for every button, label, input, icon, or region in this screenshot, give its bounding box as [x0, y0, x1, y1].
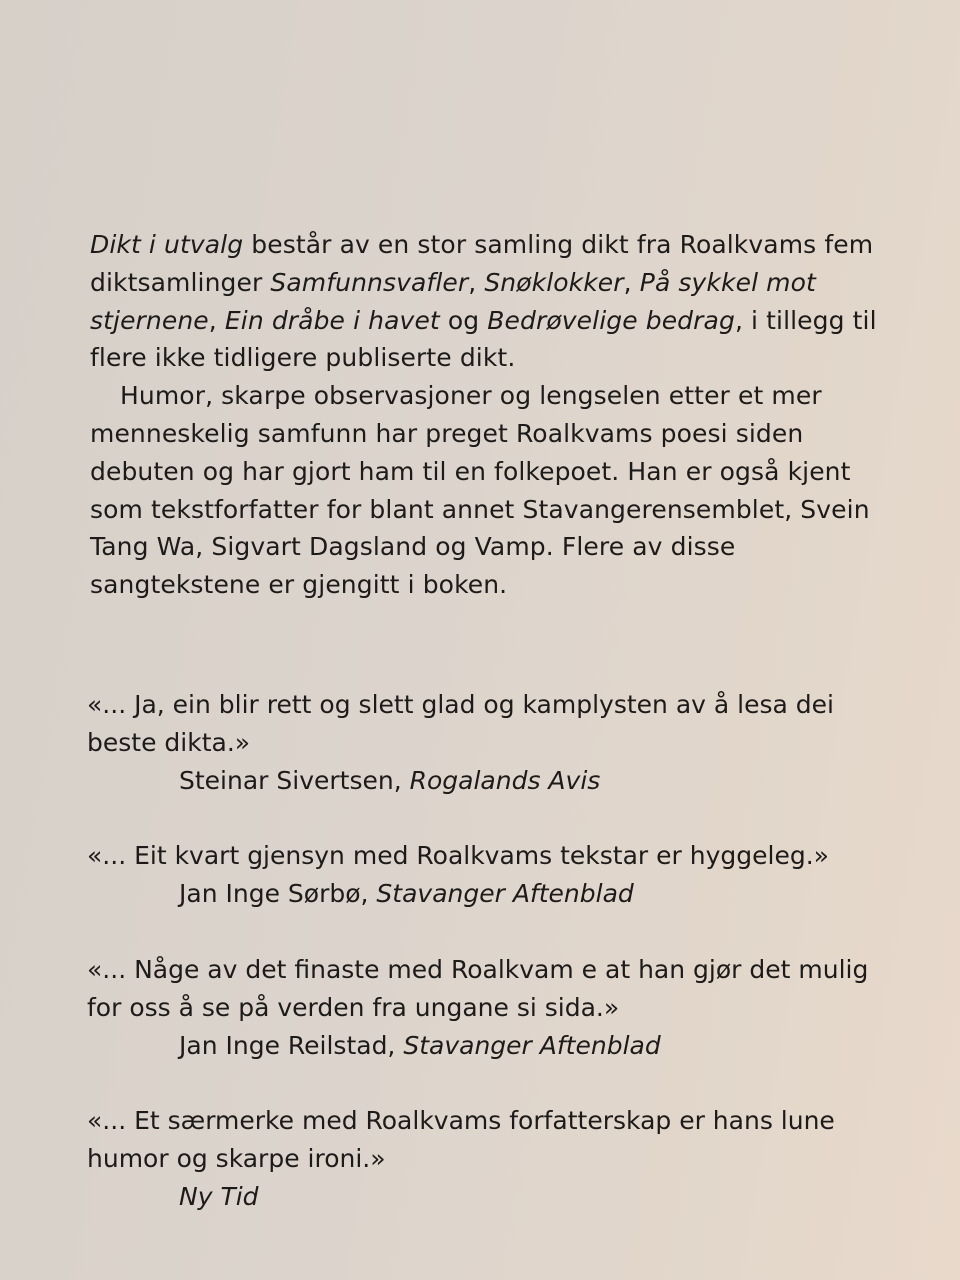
book-description: [90, 226, 890, 604]
collection-title: Ein dråbe i havet: [224, 305, 440, 335]
review-quote: [87, 686, 907, 799]
description-text: ,: [208, 305, 225, 335]
quote-publication: Rogalands Avis: [409, 765, 601, 795]
review-quotes: [87, 686, 907, 1254]
quote-source: [87, 1178, 907, 1216]
quote-text: «... Någe av det finaste med Roalkvam e at han gjør det mulig for oss å se på verden fra ungane si sida.»: [87, 954, 869, 1022]
quote-publication: Ny Tid: [179, 1181, 259, 1211]
quote-text: «... Eit kvart gjensyn med Roalkvams tekstar er hyggeleg.»: [87, 841, 829, 871]
quote-author: Steinar Sivertsen,: [179, 765, 410, 795]
book-title: Dikt i utvalg: [90, 230, 244, 259]
quote-text: «... Et særmerke med Roalkvams forfatterskap er hans lune humor og skarpe ironi.»: [87, 1106, 835, 1174]
quote-source: [87, 875, 907, 913]
description-text: , i tillegg til flere ikke tidligere publiserte dikt.: [90, 305, 877, 373]
collection-title: Bedrøvelige bedrag: [487, 305, 735, 335]
review-quote: [87, 951, 907, 1064]
collection-title: Snøklokker: [484, 267, 624, 297]
collection-title: Samfunnsvafler: [270, 267, 469, 297]
review-quote: [87, 837, 907, 913]
quote-source: [87, 1027, 907, 1065]
quote-text: «... Ja, ein blir rett og slett glad og kamplysten av å lesa dei beste dikta.»: [87, 690, 834, 757]
quote-author: Jan Inge Sørbø,: [179, 879, 377, 909]
quote-author: Jan Inge Reilstad,: [179, 1030, 404, 1060]
description-text: ,: [468, 267, 485, 297]
description-text: ,: [623, 267, 640, 297]
description-text: består av en stor samling dikt fra Roalkvams fem diktsamlinger: [90, 230, 874, 297]
description-paragraph-2: Humor, skarpe observasjoner og lengselen etter et mer menneskelig samfunn har preget Roalkvams poesi siden debuten og har gjort ham til en folkepoet. Han er også kjent som tekstforfatter for blant annet Stavangerensemblet, Svein Tang Wa, Sigvart Dagsland og Vamp. Flere av disse sangtekstene er gjengitt i boken.: [90, 381, 870, 600]
review-quote: [87, 1102, 907, 1215]
collection-title: På sykkel mot stjernene: [90, 267, 816, 335]
description-text: og: [439, 305, 488, 335]
quote-publication: Stavanger Aftenblad: [403, 1030, 661, 1060]
description-paragraph-1: [90, 226, 890, 377]
quote-publication: Stavanger Aftenblad: [376, 879, 634, 909]
quote-source: [87, 762, 907, 800]
